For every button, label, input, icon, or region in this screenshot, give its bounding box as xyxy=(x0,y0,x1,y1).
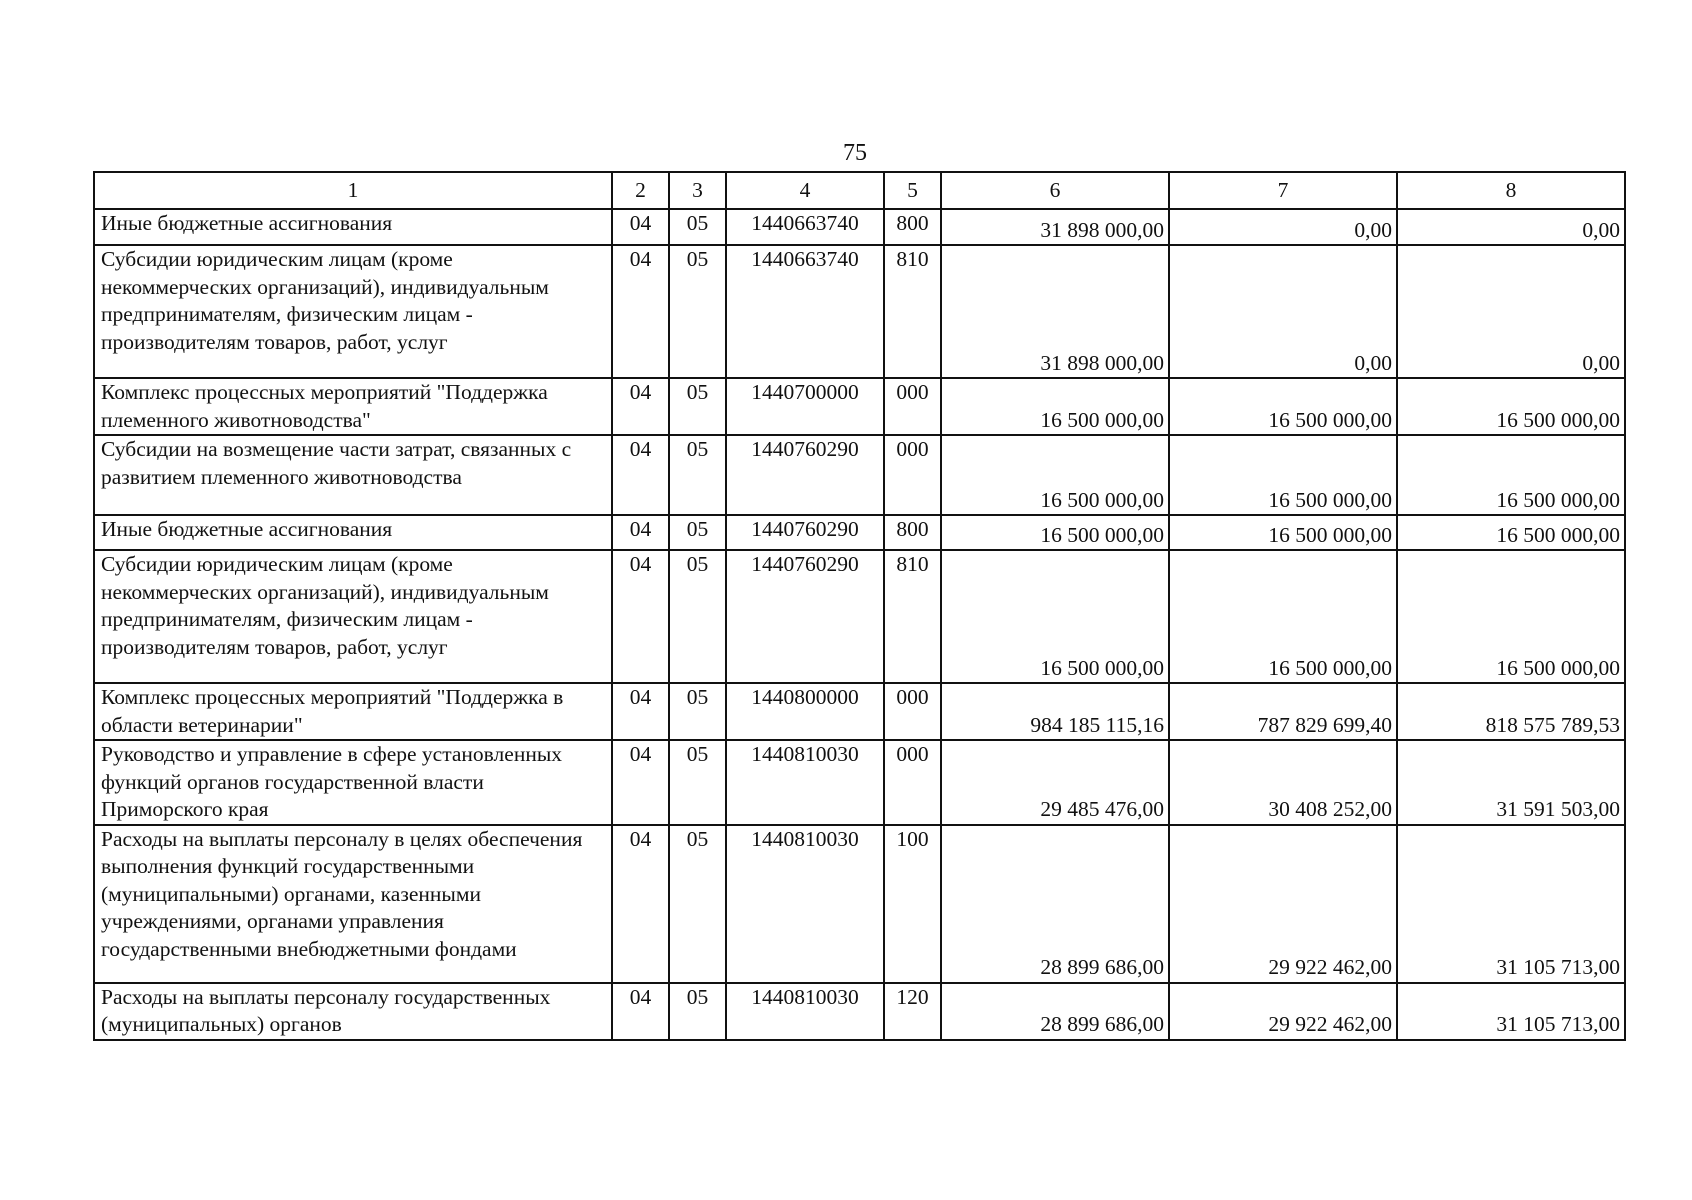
row-name: Расходы на выплаты персоналу в целях обеспечения выполнения функций государственными (муниципальными) органами, казенными учреждениями, органами управления государственными внебюджетными фондами xyxy=(94,825,612,983)
section-code: 04 xyxy=(612,825,669,983)
column-header: 2 xyxy=(612,172,669,209)
expense-type-code: 000 xyxy=(884,740,941,825)
amount-col-7: 0,00 xyxy=(1169,209,1397,245)
amount-col-8: 31 591 503,00 xyxy=(1397,740,1625,825)
amount-col-8: 16 500 000,00 xyxy=(1397,550,1625,683)
section-code: 04 xyxy=(612,550,669,683)
target-article-code: 1440810030 xyxy=(726,983,884,1040)
budget-table xyxy=(93,171,1626,1041)
amount-col-8: 16 500 000,00 xyxy=(1397,435,1625,515)
expense-type-code: 800 xyxy=(884,209,941,245)
amount-col-7: 29 922 462,00 xyxy=(1169,825,1397,983)
target-article-code: 1440810030 xyxy=(726,825,884,983)
expense-type-code: 810 xyxy=(884,550,941,683)
subsection-code: 05 xyxy=(669,245,726,378)
row-name: Иные бюджетные ассигнования xyxy=(94,515,612,550)
amount-col-6: 28 899 686,00 xyxy=(941,983,1169,1040)
expense-type-code: 100 xyxy=(884,825,941,983)
section-code: 04 xyxy=(612,740,669,825)
column-header: 8 xyxy=(1397,172,1625,209)
table-row xyxy=(94,435,1625,515)
expense-type-code: 000 xyxy=(884,683,941,740)
amount-col-7: 0,00 xyxy=(1169,245,1397,378)
section-code: 04 xyxy=(612,245,669,378)
amount-col-8: 16 500 000,00 xyxy=(1397,378,1625,435)
section-code: 04 xyxy=(612,515,669,550)
amount-col-6: 28 899 686,00 xyxy=(941,825,1169,983)
amount-col-6: 16 500 000,00 xyxy=(941,435,1169,515)
table-row xyxy=(94,983,1625,1040)
target-article-code: 1440700000 xyxy=(726,378,884,435)
row-name: Субсидии на возмещение части затрат, связанных с развитием племенного животноводства xyxy=(94,435,612,515)
subsection-code: 05 xyxy=(669,209,726,245)
subsection-code: 05 xyxy=(669,515,726,550)
table-row xyxy=(94,378,1625,435)
target-article-code: 1440663740 xyxy=(726,245,884,378)
column-header: 5 xyxy=(884,172,941,209)
target-article-code: 1440760290 xyxy=(726,435,884,515)
amount-col-7: 16 500 000,00 xyxy=(1169,515,1397,550)
table-row xyxy=(94,515,1625,550)
section-code: 04 xyxy=(612,209,669,245)
target-article-code: 1440800000 xyxy=(726,683,884,740)
subsection-code: 05 xyxy=(669,378,726,435)
row-name: Комплекс процессных мероприятий "Поддержка в области ветеринарии" xyxy=(94,683,612,740)
section-code: 04 xyxy=(612,435,669,515)
table-row xyxy=(94,209,1625,245)
column-header: 6 xyxy=(941,172,1169,209)
row-name: Комплекс процессных мероприятий "Поддержка племенного животноводства" xyxy=(94,378,612,435)
amount-col-8: 0,00 xyxy=(1397,209,1625,245)
amount-col-7: 16 500 000,00 xyxy=(1169,378,1397,435)
amount-col-8: 0,00 xyxy=(1397,245,1625,378)
target-article-code: 1440810030 xyxy=(726,740,884,825)
table-row xyxy=(94,550,1625,683)
subsection-code: 05 xyxy=(669,740,726,825)
column-header: 3 xyxy=(669,172,726,209)
amount-col-6: 16 500 000,00 xyxy=(941,515,1169,550)
page-number: 75 xyxy=(843,140,867,166)
header-row xyxy=(94,172,1625,209)
column-header: 4 xyxy=(726,172,884,209)
table-row xyxy=(94,683,1625,740)
subsection-code: 05 xyxy=(669,550,726,683)
amount-col-7: 787 829 699,40 xyxy=(1169,683,1397,740)
amount-col-7: 16 500 000,00 xyxy=(1169,550,1397,683)
subsection-code: 05 xyxy=(669,683,726,740)
section-code: 04 xyxy=(612,378,669,435)
amount-col-8: 16 500 000,00 xyxy=(1397,515,1625,550)
amount-col-8: 31 105 713,00 xyxy=(1397,983,1625,1040)
section-code: 04 xyxy=(612,683,669,740)
subsection-code: 05 xyxy=(669,435,726,515)
amount-col-7: 16 500 000,00 xyxy=(1169,435,1397,515)
amount-col-6: 31 898 000,00 xyxy=(941,245,1169,378)
target-article-code: 1440760290 xyxy=(726,550,884,683)
expense-type-code: 000 xyxy=(884,435,941,515)
expense-type-code: 800 xyxy=(884,515,941,550)
subsection-code: 05 xyxy=(669,825,726,983)
amount-col-6: 16 500 000,00 xyxy=(941,550,1169,683)
table-row xyxy=(94,245,1625,378)
row-name: Руководство и управление в сфере установленных функций органов государственной власти Приморского края xyxy=(94,740,612,825)
expense-type-code: 000 xyxy=(884,378,941,435)
amount-col-8: 818 575 789,53 xyxy=(1397,683,1625,740)
row-name: Субсидии юридическим лицам (кроме некоммерческих организаций), индивидуальным предпринимателям, физическим лицам - производителям товаров, работ, услуг xyxy=(94,550,612,683)
amount-col-6: 29 485 476,00 xyxy=(941,740,1169,825)
amount-col-7: 29 922 462,00 xyxy=(1169,983,1397,1040)
amount-col-6: 31 898 000,00 xyxy=(941,209,1169,245)
row-name: Расходы на выплаты персоналу государственных (муниципальных) органов xyxy=(94,983,612,1040)
column-header: 7 xyxy=(1169,172,1397,209)
section-code: 04 xyxy=(612,983,669,1040)
target-article-code: 1440760290 xyxy=(726,515,884,550)
subsection-code: 05 xyxy=(669,983,726,1040)
amount-col-6: 16 500 000,00 xyxy=(941,378,1169,435)
expense-type-code: 120 xyxy=(884,983,941,1040)
amount-col-7: 30 408 252,00 xyxy=(1169,740,1397,825)
column-header: 1 xyxy=(94,172,612,209)
table-row xyxy=(94,825,1625,983)
amount-col-6: 984 185 115,16 xyxy=(941,683,1169,740)
table-row xyxy=(94,740,1625,825)
target-article-code: 1440663740 xyxy=(726,209,884,245)
row-name: Иные бюджетные ассигнования xyxy=(94,209,612,245)
amount-col-8: 31 105 713,00 xyxy=(1397,825,1625,983)
expense-type-code: 810 xyxy=(884,245,941,378)
row-name: Субсидии юридическим лицам (кроме некоммерческих организаций), индивидуальным предпринимателям, физическим лицам - производителям товаров, работ, услуг xyxy=(94,245,612,378)
